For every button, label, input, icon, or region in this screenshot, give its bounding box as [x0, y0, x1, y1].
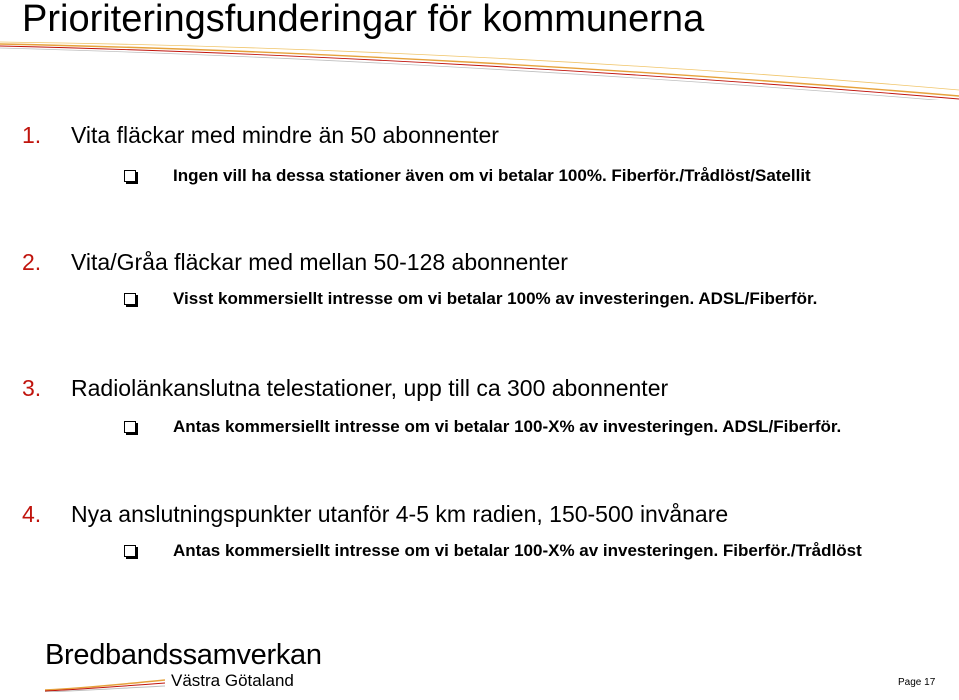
item-number: 3. — [22, 375, 42, 401]
checkbox-bullet-icon — [124, 421, 136, 433]
item-number: 1. — [22, 122, 42, 148]
item-detail: Visst kommersiellt intresse om vi betalar 100% av investeringen. ADSL/Fiberför. — [173, 289, 818, 308]
checkbox-bullet-icon — [124, 170, 136, 182]
item-heading: Vita/Gråa fläckar med mellan 50-128 abonnenter — [71, 249, 568, 275]
page-title: Prioriteringsfunderingar för kommunerna — [22, 0, 705, 40]
logo-region: Västra Götaland — [171, 671, 294, 690]
item-number: 4. — [22, 501, 42, 527]
logo-name: Bredbandssamverkan — [45, 639, 322, 671]
item-detail: Antas kommersiellt intresse om vi betalar 100-X% av investeringen. Fiberför./Trådlöst — [173, 541, 862, 560]
item-detail: Ingen vill ha dessa stationer även om vi betalar 100%. Fiberför./Trådlöst/Satellit — [173, 166, 811, 185]
item-heading: Radiolänkanslutna telestationer, upp till ca 300 abonnenter — [71, 375, 669, 401]
item-detail: Antas kommersiellt intresse om vi betalar 100-X% av investeringen. ADSL/Fiberför. — [173, 417, 842, 436]
logo-stripe-icon — [45, 678, 165, 692]
item-number: 2. — [22, 249, 42, 275]
checkbox-bullet-icon — [124, 545, 136, 557]
item-heading: Vita fläckar med mindre än 50 abonnenter — [71, 122, 499, 148]
item-heading: Nya anslutningspunkter utanför 4-5 km radien, 150-500 invånare — [71, 501, 729, 527]
decorative-swoosh-lines — [0, 36, 959, 100]
page-number: Page 17 — [898, 677, 936, 688]
checkbox-bullet-icon — [124, 293, 136, 305]
